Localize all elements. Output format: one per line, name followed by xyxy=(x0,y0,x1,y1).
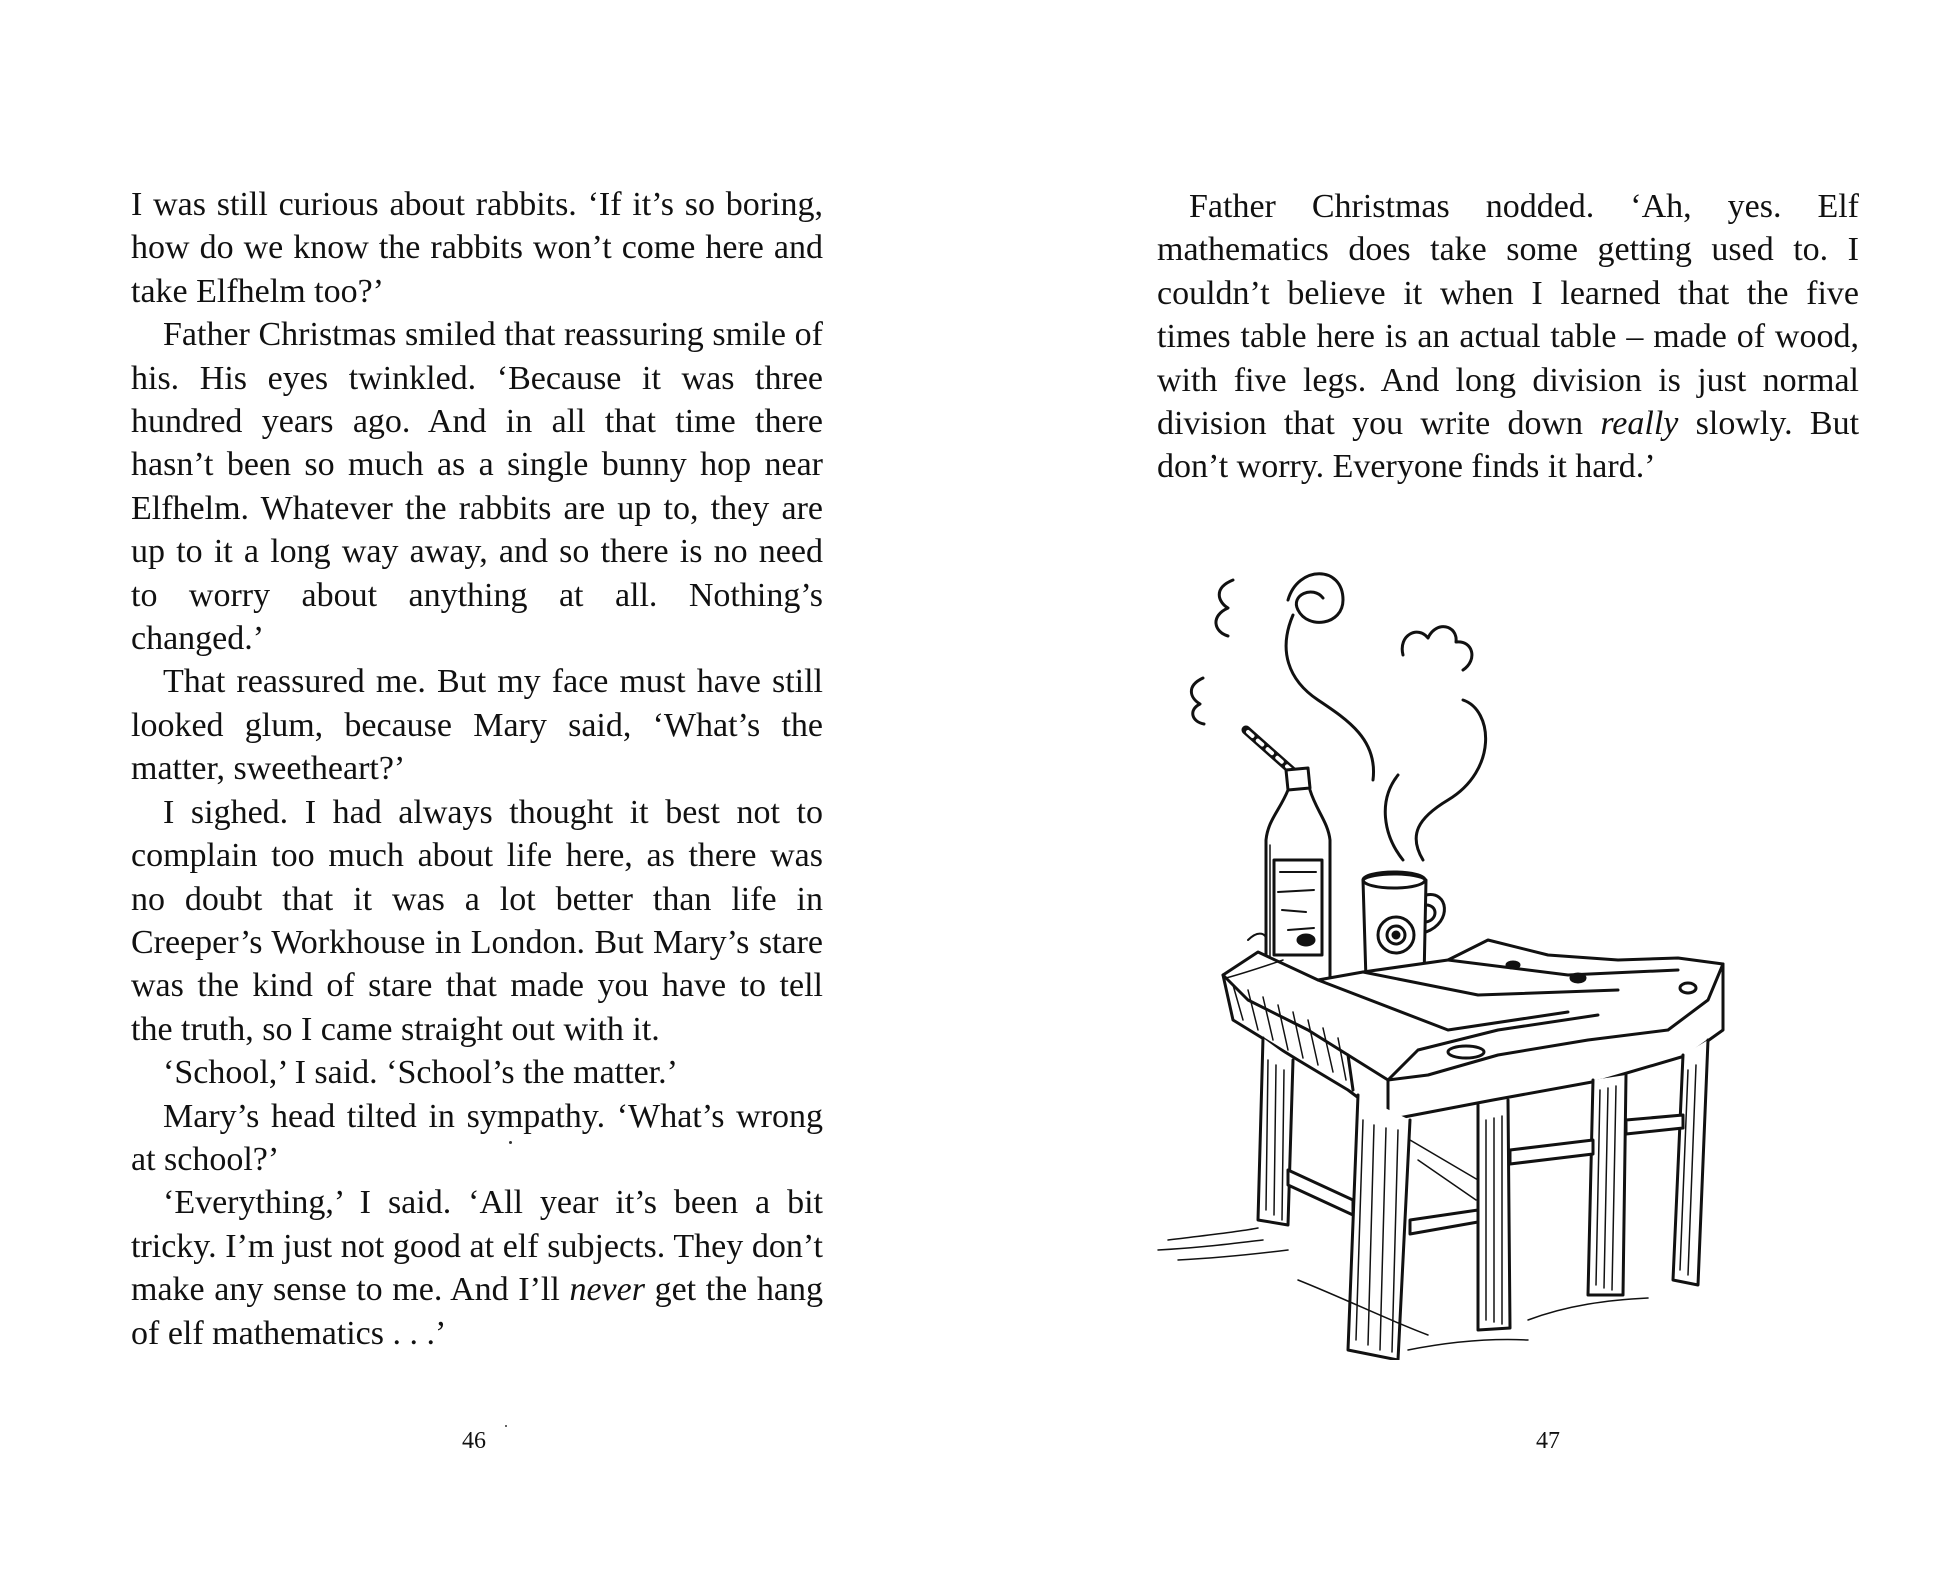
text-run: Father Christmas smiled that reassuring smile of his. His eyes twinkled. ‘Because it was three hundred years ago. And in all that time there hasn’t been so much as a single bunny hop near Elfhelm. Whatever the rabbits are up to, they are up to it a long way away, and so there is no need to worry about anything at all. Nothing’s changed.’ xyxy=(131,316,823,658)
paragraph xyxy=(131,183,823,313)
text-run: I was still curious about rabbits. ‘If it’s so boring, how do we know the rabbits won’t come here and take Elfhelm too?’ xyxy=(131,186,823,310)
paragraph xyxy=(131,1051,823,1094)
text-run: slowly. But don’t worry. Everyone finds it hard.’ xyxy=(1157,405,1860,486)
print-speck xyxy=(505,1425,507,1427)
text-run: Mary’s head tilted in sympathy. ‘What’s wrong at school?’ xyxy=(131,1097,823,1178)
italic-text-run: never xyxy=(569,1271,645,1309)
paragraph xyxy=(131,791,823,1051)
text-run: ‘School,’ I said. ‘School’s the matter.’ xyxy=(163,1054,678,1092)
paragraph xyxy=(1157,185,1859,489)
text-run: I sighed. I had always thought it best not to complain too much about life here, as there was no doubt that it was a lot better than life in Creeper’s Workhouse in London. But Mary’s stare was the kind of stare that made you have to tell the truth, so I came straight out with it. xyxy=(131,793,823,1048)
text-run: Father Christmas nodded. ‘Ah, yes. Elf mathematics does take some getting used to. I couldn’t believe it when I learned that the five times table here is an actual table – made of wood, with five legs. And long division is just normal division that you write down xyxy=(1157,188,1859,443)
paragraph xyxy=(131,1095,823,1182)
paragraph xyxy=(131,1181,823,1355)
text-run: get the hang of elf mathematics . . .’ xyxy=(131,1271,823,1352)
paragraph xyxy=(131,660,823,790)
paragraph xyxy=(131,313,823,660)
page-number: 47 xyxy=(1536,1428,1560,1454)
page-number: 46 xyxy=(462,1428,486,1454)
steam-icon xyxy=(1191,574,1485,860)
text-run: ‘Everything,’ I said. ‘All year it’s been a bit tricky. I’m just not good at elf subjects. They don’t make any sense to me. And I’ll xyxy=(131,1184,823,1309)
right-page xyxy=(980,0,1959,1570)
bottle-icon xyxy=(1246,730,1330,986)
table-illustration xyxy=(1148,560,1868,1360)
left-page-text xyxy=(131,183,823,1355)
text-run: That reassured me. But my face must have still looked glum, because Mary said, ‘What’s the matter, sweetheart?’ xyxy=(131,663,823,788)
right-page-text xyxy=(1157,185,1859,489)
italic-text-run: really xyxy=(1600,405,1679,443)
print-speck xyxy=(509,1141,512,1144)
table-icon xyxy=(1158,934,1723,1360)
